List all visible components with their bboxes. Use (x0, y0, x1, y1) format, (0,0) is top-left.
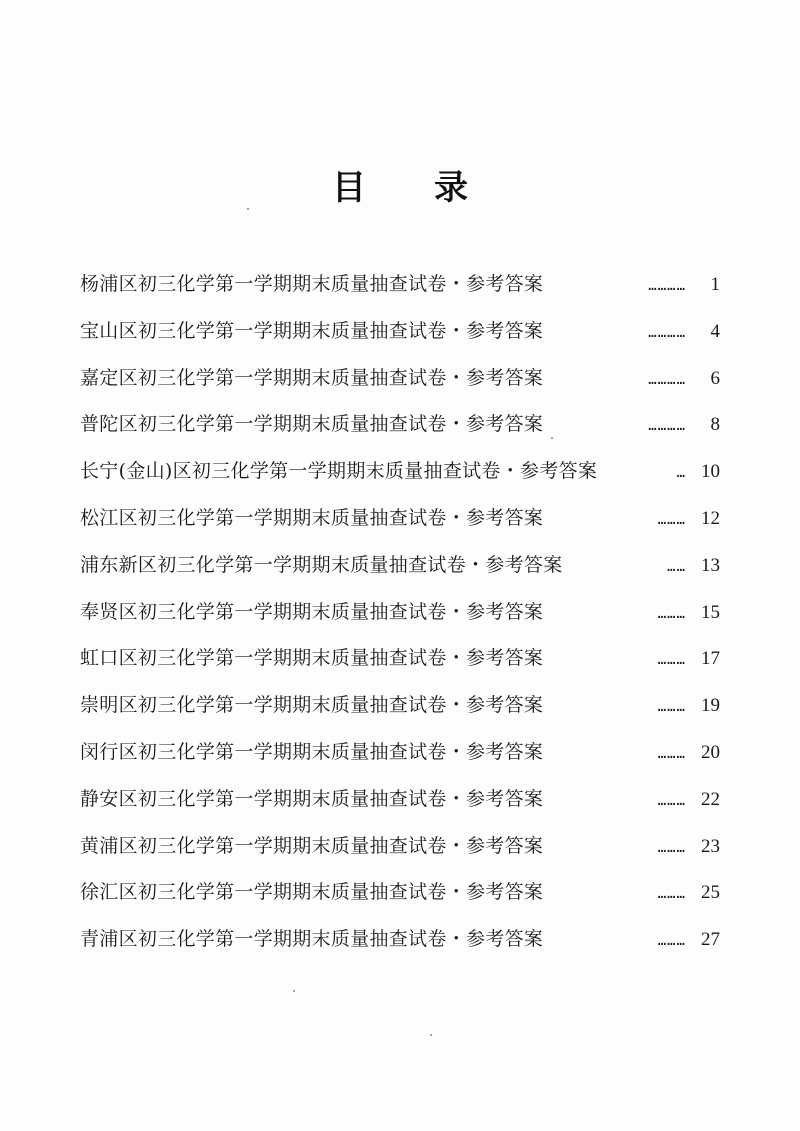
toc-entry-page: 10 (701, 461, 720, 483)
toc-entry-leader: …… (667, 558, 686, 575)
toc-entry-title: 松江区初三化学第一学期期末质量抽查试卷・参考答案 (80, 506, 544, 529)
toc-entry-leader: ………… (648, 324, 686, 341)
toc-entry-title: 嘉定区初三化学第一学期期末质量抽查试卷・参考答案 (80, 366, 544, 389)
toc-entry-page: 23 (701, 835, 720, 857)
toc-entry-leader: ……… (657, 699, 686, 716)
scan-speck (247, 208, 249, 210)
scan-speck (430, 1034, 432, 1036)
toc-entry-page: 17 (701, 648, 720, 670)
toc-entry[interactable] (80, 592, 720, 639)
toc-entry[interactable] (80, 311, 720, 358)
toc-entry-title: 浦东新区初三化学第一学期期末质量抽查试卷・参考答案 (80, 553, 563, 576)
toc-entry-leader: ………… (648, 418, 686, 435)
toc-entry-title: 长宁(金山)区初三化学第一学期期末质量抽查试卷・参考答案 (80, 460, 598, 483)
toc-entry-title: 奉贤区初三化学第一学期期末质量抽查试卷・参考答案 (80, 600, 544, 623)
toc-entry[interactable] (80, 498, 720, 545)
toc-entry-title: 闵行区初三化学第一学期期末质量抽查试卷・参考答案 (80, 740, 544, 763)
toc-entry-title: 虹口区初三化学第一学期期末质量抽查试卷・参考答案 (80, 647, 544, 670)
toc-entry-leader: ……… (657, 839, 686, 856)
toc-entry[interactable] (80, 872, 720, 919)
toc-entry[interactable] (80, 358, 720, 405)
toc-entry[interactable] (80, 685, 720, 732)
toc-entry-page: 25 (701, 882, 720, 904)
toc-entry-page: 1 (710, 274, 720, 295)
toc-entry-page: 22 (701, 788, 720, 810)
table-of-contents (80, 264, 720, 966)
toc-entry-title: 普陀区初三化学第一学期期末质量抽查试卷・参考答案 (80, 413, 544, 436)
toc-entry-title: 青浦区初三化学第一学期期末质量抽查试卷・参考答案 (80, 928, 544, 951)
toc-entry[interactable] (80, 545, 720, 592)
toc-entry-leader: ……… (657, 605, 686, 622)
toc-entry[interactable] (80, 451, 720, 498)
toc-entry-leader: ……… (657, 745, 686, 762)
toc-entry-leader: … (676, 465, 686, 482)
toc-entry-title: 黄浦区初三化学第一学期期末质量抽查试卷・参考答案 (80, 834, 544, 857)
toc-entry-leader: ………… (648, 371, 686, 388)
scan-speck (551, 437, 553, 439)
toc-entry-leader: ……… (657, 886, 686, 903)
toc-entry-title: 静安区初三化学第一学期期末质量抽查试卷・参考答案 (80, 787, 544, 810)
toc-entry-page: 13 (701, 554, 720, 576)
toc-entry-leader: ……… (657, 652, 686, 669)
toc-entry-title: 杨浦区初三化学第一学期期末质量抽查试卷・参考答案 (80, 273, 544, 295)
toc-entry[interactable] (80, 826, 720, 873)
toc-entry-title: 徐汇区初三化学第一学期期末质量抽查试卷・参考答案 (80, 881, 544, 904)
toc-entry-page: 12 (701, 507, 720, 529)
toc-entry-page: 19 (701, 695, 720, 717)
toc-entry[interactable] (80, 779, 720, 826)
toc-entry-leader: ………… (648, 278, 686, 294)
scan-speck (293, 990, 295, 992)
toc-entry-leader: ……… (657, 511, 686, 528)
toc-entry-page: 6 (710, 367, 720, 389)
toc-entry[interactable] (80, 732, 720, 779)
toc-entry-page: 15 (701, 601, 720, 623)
toc-entry[interactable] (80, 919, 720, 966)
toc-entry-title: 宝山区初三化学第一学期期末质量抽查试卷・参考答案 (80, 319, 544, 342)
toc-entry-title: 崇明区初三化学第一学期期末质量抽查试卷・参考答案 (80, 694, 544, 717)
toc-entry[interactable] (80, 638, 720, 685)
toc-entry-page: 4 (710, 320, 720, 342)
toc-entry-page: 20 (701, 741, 720, 763)
toc-entry[interactable] (80, 264, 720, 311)
toc-entry-leader: ……… (657, 792, 686, 809)
toc-entry-page: 8 (710, 414, 720, 436)
toc-entry-leader: ……… (657, 933, 686, 950)
toc-entry[interactable] (80, 404, 720, 451)
toc-entry-page: 27 (701, 929, 720, 951)
page-title: 目 录 (332, 168, 468, 208)
